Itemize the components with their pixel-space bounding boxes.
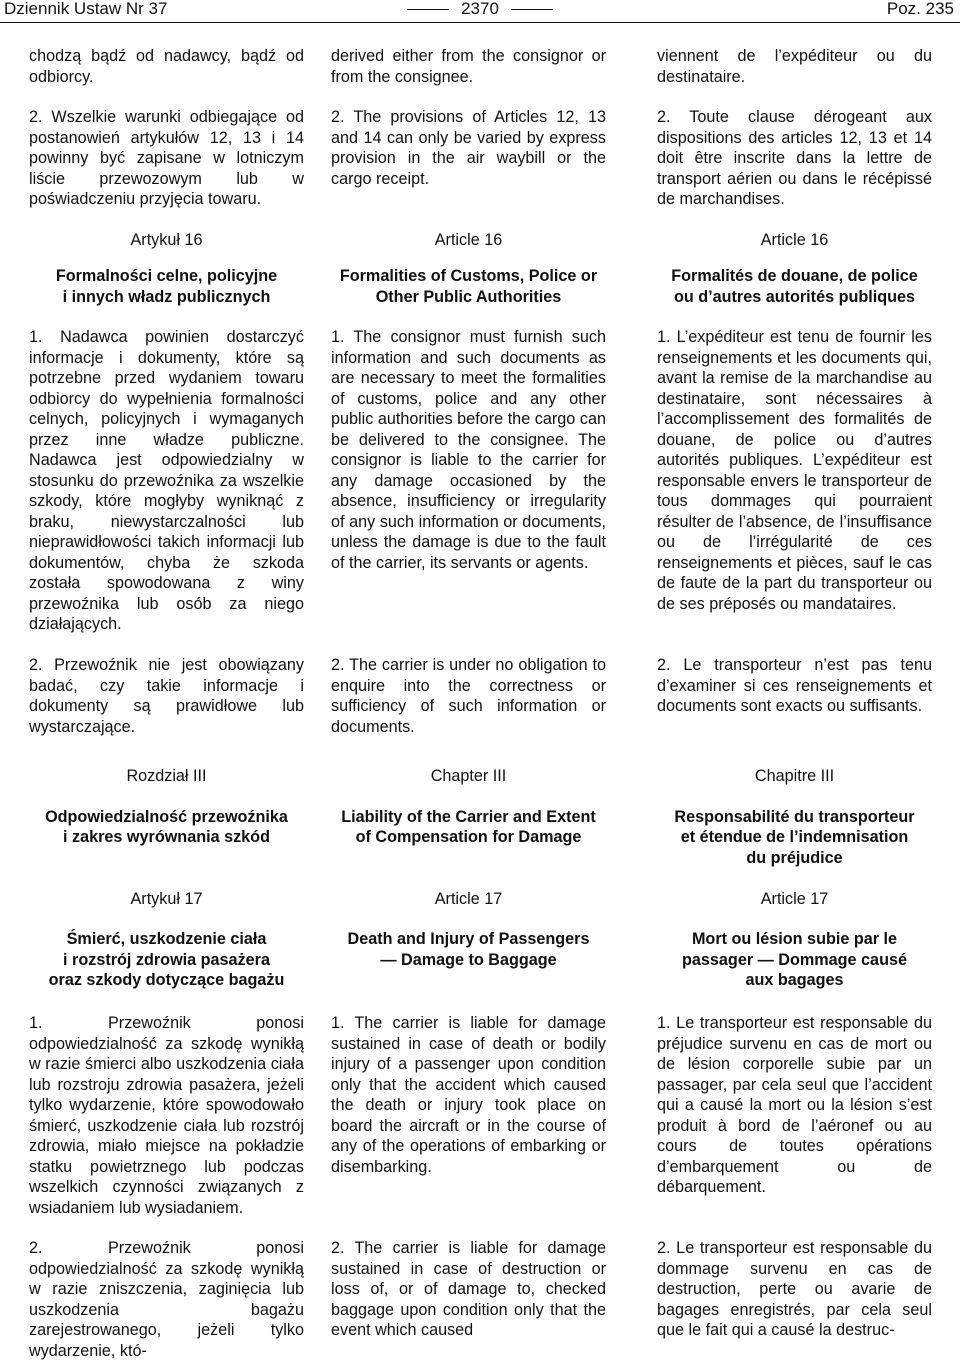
paragraph-art17-2: 2. Przewoźnik ponosi odpowiedzialność za szkodę wynikłą w razie zniszczenia, zaginięcia lub uszkodzenia bagażu zarejestrowanego, jeżeli tylko wydarzenie, któ- [29, 1239, 304, 1360]
article-16-heading: Article 16 [434, 231, 503, 249]
position-number: Poz. 235 [886, 0, 954, 18]
article-17-heading: Article 17 [434, 889, 503, 908]
article-17-title-line3: oraz szkody dotyczące bagażu [48, 971, 285, 989]
article-17-title-line1: Śmierć, uszkodzenie ciała [66, 930, 267, 948]
paragraph-art15-2: 2. The provisions of Articles 12, 13 and 14 can only be varied by express provision in the air waybill or the cargo receipt. [331, 108, 606, 188]
journal-title: Dziennik Ustaw Nr 37 [4, 0, 168, 18]
article-17-title [331, 929, 606, 991]
article-16-title [657, 266, 932, 307]
paragraph-art16-2: 2. Przewoźnik nie jest obowiązany badać, czy takie informacje i dokumenty są prawidłowe lub wystarczające. [29, 656, 304, 736]
chapter-heading: Chapter III [430, 767, 507, 785]
page-number: 2370 [461, 0, 499, 18]
column-english-chapter [331, 766, 606, 1341]
article-17-heading: Article 17 [760, 889, 829, 908]
paragraph-continuation: viennent de l’expéditeur ou du destinataire. [657, 47, 932, 86]
chapter-title-line2: i zakres wyrównania szkód [63, 828, 270, 846]
article-17-title-line2: passager — Dommage causé [682, 950, 907, 969]
article-17-title [657, 929, 932, 991]
article-16-title-line1: Formalities of Customs, Police or [339, 267, 598, 285]
article-17-title-line3: aux bagages [745, 971, 844, 989]
article-16-title-line2: i innych władz publicznych [62, 287, 271, 306]
paragraph-art17-1: 1. Le transporteur est responsable du préjudice survenu en cas de mort ou de lésion corporelle subie par un passager, par cela seul que l’accident qui a causé la mort ou la lésion s’est produit à bord de l’aéronef ou au cours de toutes opérations d’embarquement ou de débarquement. [657, 1014, 932, 1196]
page-number-wrap [0, 0, 960, 18]
chapter-title-line2: et étendue de l’indemnisation [680, 828, 909, 846]
article-16-title-line1: Formalności celne, policyjne [55, 267, 278, 285]
chapter-title-line2: of Compensation for Damage [355, 828, 582, 846]
chapter-title-line1: Responsabilité du transporteur [674, 807, 915, 826]
article-16-heading: Article 16 [760, 231, 829, 249]
article-16-heading: Artykuł 16 [130, 231, 203, 249]
chapter-title [29, 807, 304, 889]
page-header [0, 0, 960, 26]
paragraph-art17-1: 1. Przewoźnik ponosi odpowiedzialność za szkodę wynikłą w razie śmierci albo uszkodzenia ciała lub rozstroju zdrowia pasażera, jeżeli tylko wydarzenie, które spowodowało śmierć, uszkodzenie ciała lub rozstrój zdrowia, miało miejsce na pokładzie statku powietrznego lub podczas wszelkich czynności związanych z wsiadaniem lub wysiadaniem. [29, 1014, 304, 1217]
header-rule [0, 22, 960, 23]
paragraph-art17-2: 2. The carrier is liable for damage sustained in case of destruction or loss of, or of damage to, checked baggage upon condition only that the event which caused [331, 1239, 606, 1339]
paragraph-art17-2: 2. Le transporteur est responsable du dommage survenu en cas de destruction, perte ou avarie de bagages enregistrés, par cela seul que le fait qui a causé la destruc- [657, 1239, 932, 1339]
paragraph-art16-1: 1. L’expéditeur est tenu de fournir les renseignements et les documents qui, avant la remise de la marchandise au destinataire, sont nécessaires à l’accomplissement des formalités de douane, de police ou d’autres autorités publiques. L’expéditeur est responsable envers le transporteur de tous dommages qui pourraient résulter de l’absence, de l’insuffisance ou de l’irrégularité de ces renseignements et pièces, sauf le cas de faute de la part du transporteur ou de ses préposés ou mandataires. [657, 328, 932, 613]
article-17-title-line2: — Damage to Baggage [380, 950, 557, 969]
paragraph-art16-1: 1. Nadawca powinien dostarczyć informacje i dokumenty, które są potrzebne przed wydaniem towaru odbiorcy do wypełnienia formalności celnych, policyjnych i wymaganych przez inne władze publiczne. Nadawca jest odpowiedzialny w stosunku do przewoźnika za wszelkie szkody, które mogłyby wyniknąć z braku, niewystarczalności lub nieprawidłowości takich informacji lub dokumentów, chyba że szkoda została spowodowana z winy przewoźnika lub osób za niego działających. [29, 328, 304, 633]
article-16-title-line2: ou d’autres autorités publiques [673, 287, 916, 306]
paragraph-art16-2: 2. Le transporteur n’est pas tenu d’examiner si ces renseignements et documents sont exacts ou suffisants. [657, 656, 932, 715]
chapter-heading: Rozdział III [126, 767, 207, 785]
column-french-chapter [657, 766, 932, 1341]
paragraph-art17-1: 1. The carrier is liable for damage sustained in case of death or bodily injury of a passenger upon condition only that the accident which caused the death or injury took place on board the aircraft or in the course of any of the operations of embarking or disembarking. [331, 1014, 606, 1176]
paragraph-art15-2: 2. Toute clause dérogeant aux dispositions des articles 12, 13 et 14 doit être inscrite dans la lettre de transport aérien ou dans le récépissé de marchandises. [657, 108, 932, 208]
article-17-heading: Artykuł 17 [130, 889, 203, 908]
paragraph-art16-1: 1. The consignor must furnish such information and such documents as are necessary to meet the formalities of customs, police and any other public authorities before the cargo can be delivered to the consignee. The consignor is liable to the carrier for any damage occasioned by the absence, insufficiency or irregularity of any such information or documents, unless the damage is due to the fault of the carrier, its servants or agents. [331, 328, 606, 572]
chapter-title-line1: Liability of the Carrier and Extent [341, 807, 596, 826]
paragraph-continuation: chodzą bądź od nadawcy, bądź od odbiorcy. [29, 47, 304, 86]
article-17-title-line1: Death and Injury of Passengers [347, 930, 590, 948]
article-16-title-line2: Other Public Authorities [375, 287, 562, 306]
article-17-title-line2: i rozstrój zdrowia pasażera [63, 950, 270, 969]
column-polish-chapter [29, 766, 304, 1361]
article-17-title-line1: Mort ou lésion subie par le [691, 930, 898, 948]
paragraph-art16-2: 2. The carrier is under no obligation to enquire into the correctness or sufficiency of such information or documents. [331, 656, 606, 736]
paragraph-continuation: derived either from the consignor or from the consignee. [331, 47, 606, 86]
dash-left [407, 9, 449, 10]
chapter-title [657, 807, 932, 889]
paragraph-art15-2: 2. Wszelkie warunki odbiegające od postanowień artykułów 12, 13 i 14 powinny być zapisane w lotniczym liście przewozowym lub w poświadczeniu przyjęcia towaru. [29, 108, 304, 208]
article-16-title [29, 266, 304, 307]
dash-right [511, 9, 553, 10]
article-16-title-line1: Formalités de douane, de police [671, 267, 918, 285]
article-16-title [331, 266, 606, 307]
column-french [657, 46, 932, 757]
chapter-title-line1: Odpowiedzialność przewoźnika [45, 807, 288, 826]
chapter-title [331, 807, 606, 889]
chapter-heading: Chapitre III [754, 767, 835, 785]
article-17-title [29, 929, 304, 991]
column-polish [29, 46, 304, 757]
chapter-title-line3: du préjudice [746, 848, 843, 867]
column-english [331, 46, 606, 757]
